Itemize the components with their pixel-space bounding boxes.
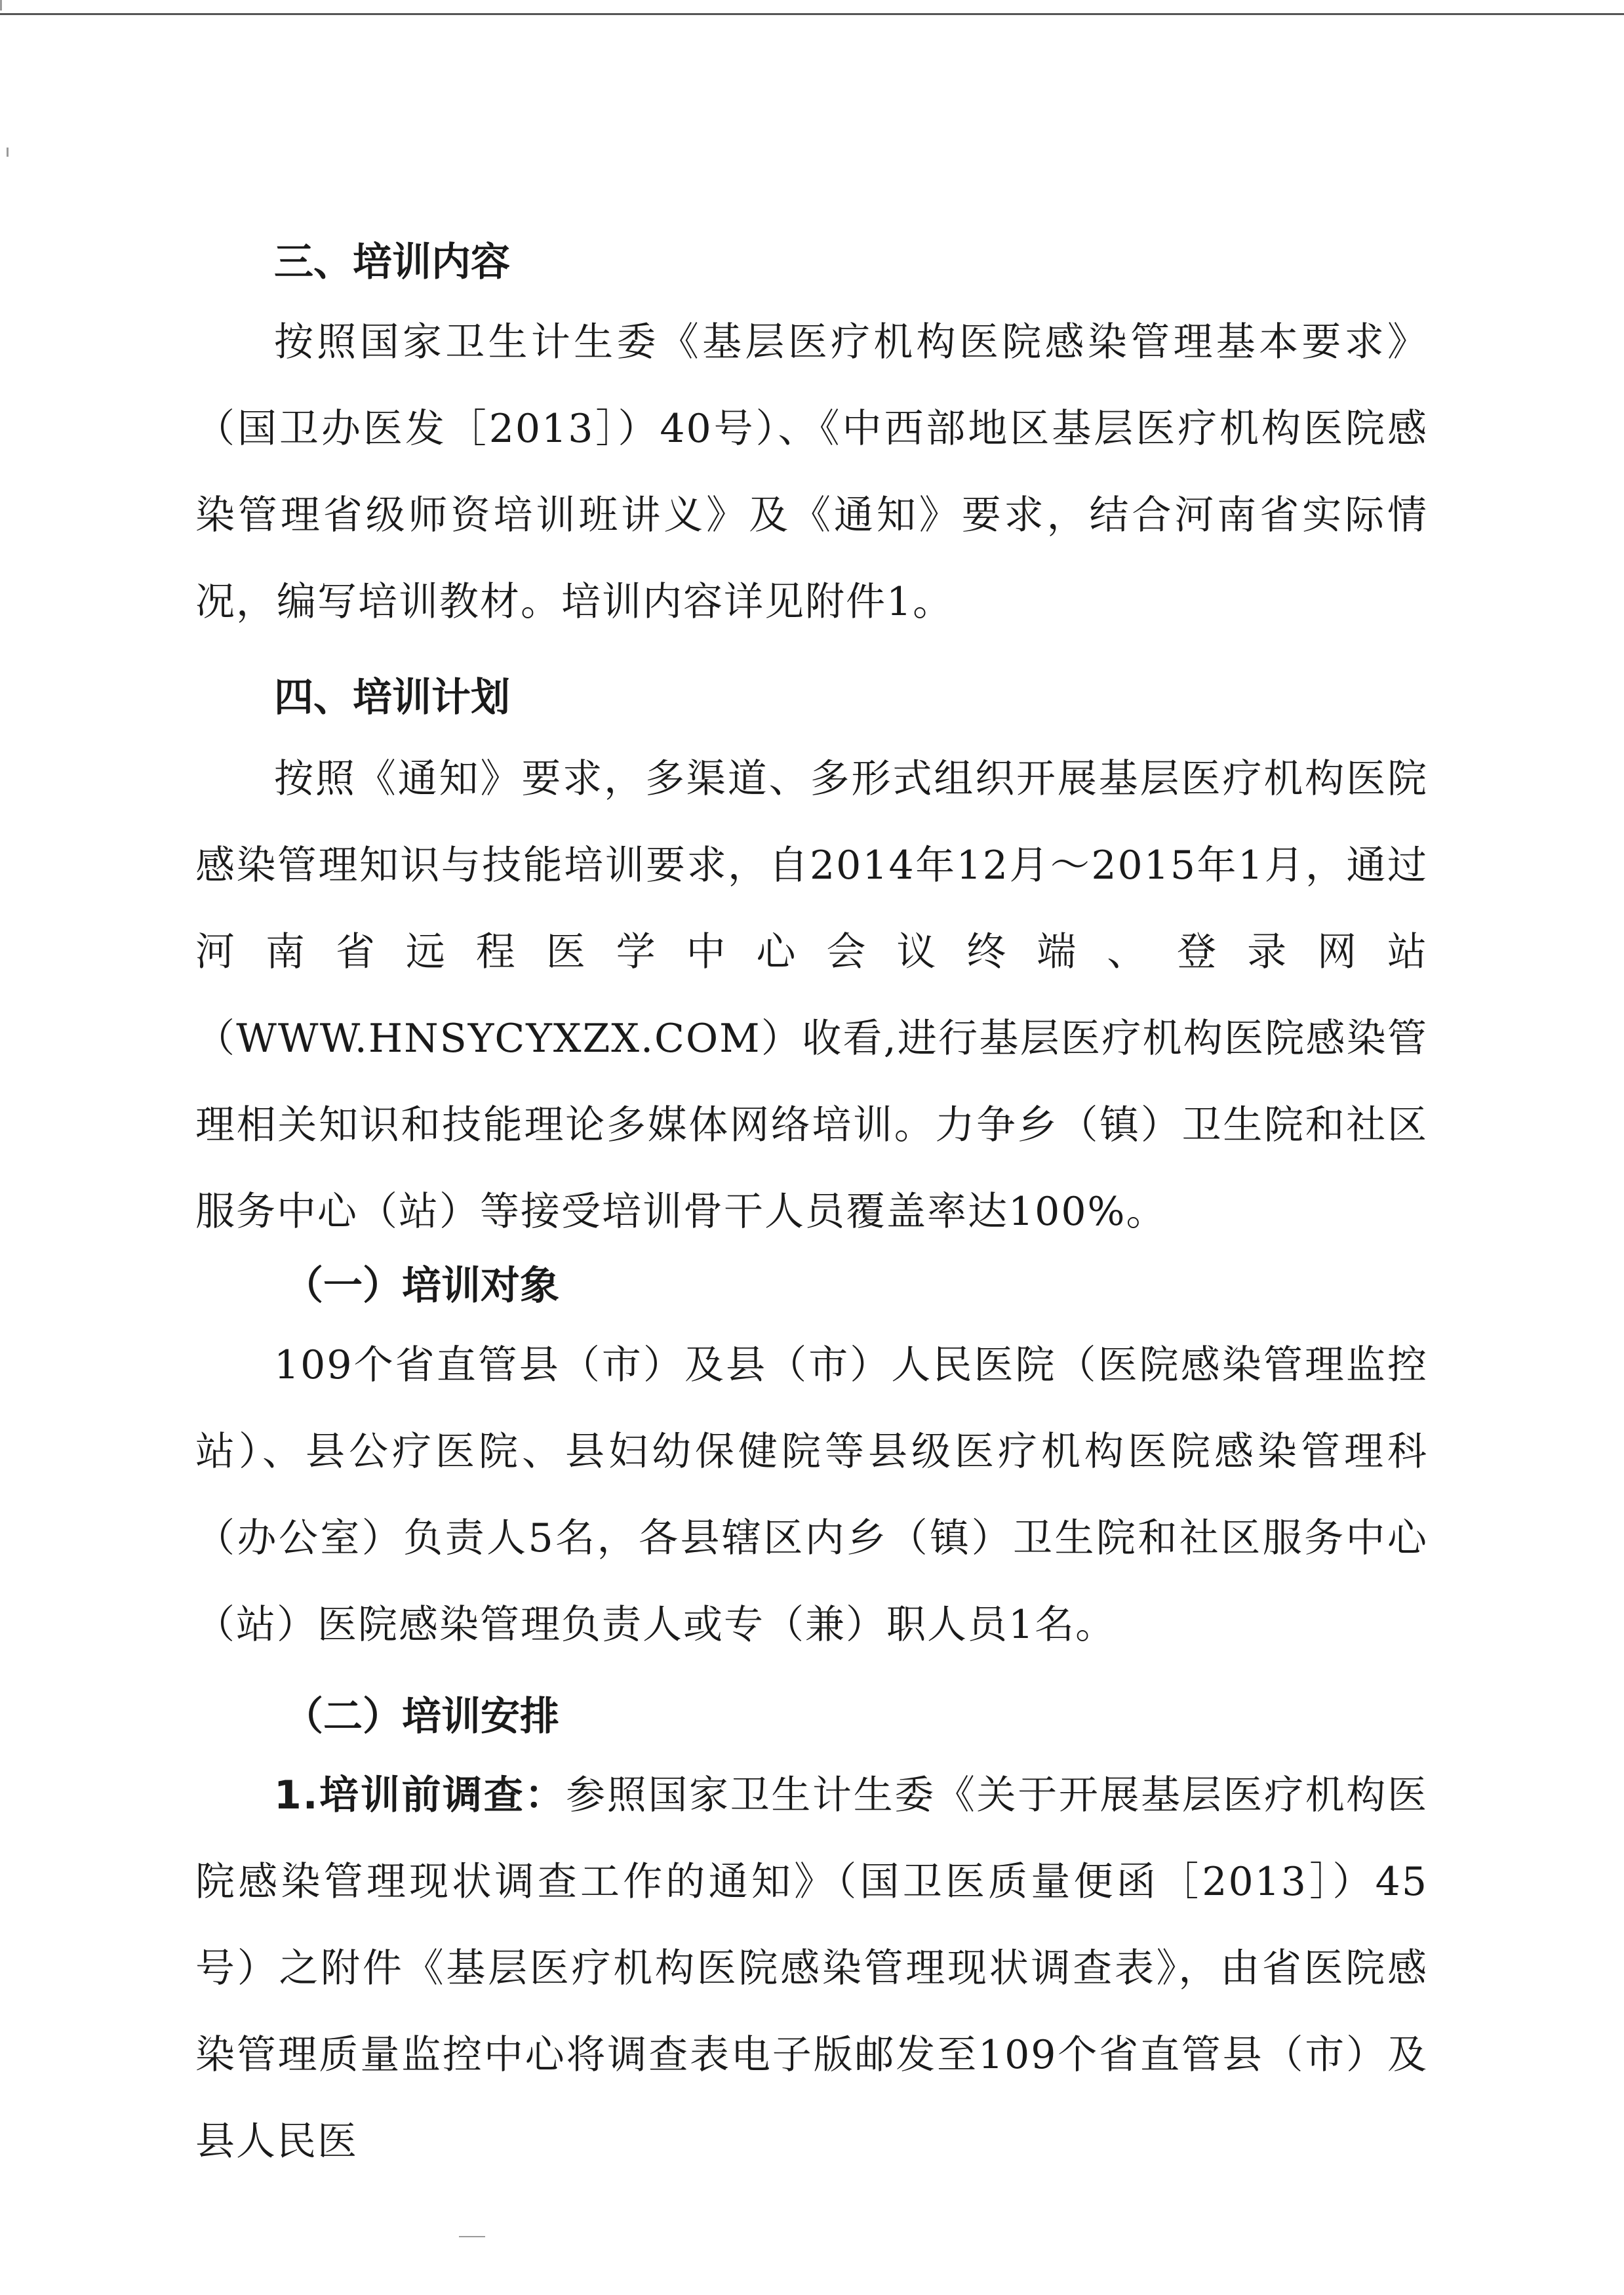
- pre-training-survey-text: 参照国家卫生计生委《关于开展基层医疗机构医院感染管理现状调查工作的通知》（国卫医质量便函［2013］）45号）之附件《基层医疗机构医院感染管理现状调查表》，由省医院感染管理质量监控中心将调查表电子版邮发至109个省直管县（市）及县人民医: [195, 1772, 1429, 2165]
- scan-mark: [0, 0, 2, 10]
- scan-mark: [7, 148, 9, 157]
- scan-mark: [459, 2236, 485, 2237]
- paragraph-pre-training-survey: [195, 1752, 1428, 2185]
- subsection-heading-training-arrangement: （二）培训安排: [284, 1694, 559, 1740]
- paragraph-training-content: 按照国家卫生计生委《基层医疗机构医院感染管理基本要求》（国卫办医发［2013］）40号）、《中西部地区基层医疗机构医院感染管理省级师资培训班讲义》及《通知》要求，结合河南省实际情况，编写培训教材。培训内容详见附件1。: [195, 319, 1428, 625]
- paragraph-training-plan: 按照《通知》要求，多渠道、多形式组织开展基层医疗机构医院感染管理知识与技能培训要求，自2014年12月～2015年1月，通过河南省远程医学中心会议终端、登录网站（WWW.HNSYCYXZX.COM）收看,进行基层医疗机构医院感染管理相关知识和技能理论多媒体网络培训。力争乡（镇）卫生院和社区服务中心（站）等接受培训骨干人员覆盖率达100%。: [195, 756, 1428, 1235]
- pre-training-survey-lead: 1.培训前调查：: [274, 1772, 566, 1818]
- subsection-heading-training-targets: （一）培训对象: [284, 1263, 559, 1309]
- section-heading-training-plan: 四、培训计划: [274, 675, 510, 721]
- top-rule: [0, 13, 1624, 15]
- section-heading-training-content: 三、培训内容: [274, 239, 510, 285]
- paragraph-training-targets: 109个省直管县（市）及县（市）人民医院（医院感染管理监控站）、县公疗医院、县妇幼保健院等县级医疗机构医院感染管理科（办公室）负责人5名，各县辖区内乡（镇）卫生院和社区服务中心（站）医院感染管理负责人或专（兼）职人员1名。: [195, 1342, 1428, 1648]
